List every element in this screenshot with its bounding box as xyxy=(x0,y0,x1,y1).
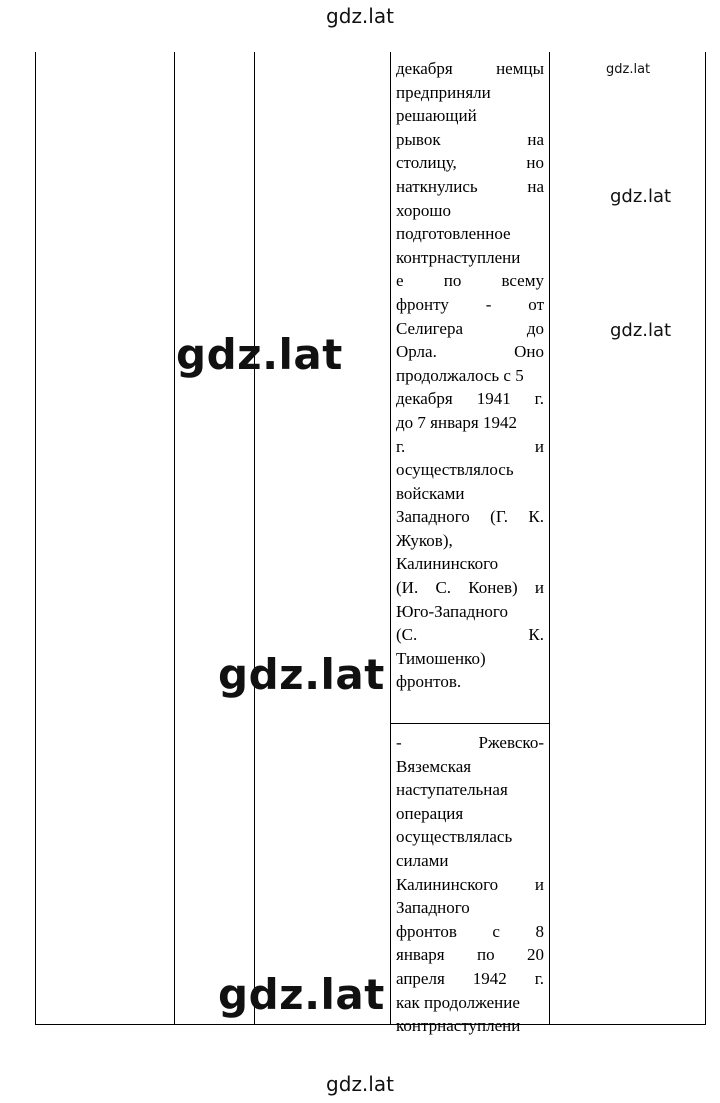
text-line: подготовленное xyxy=(396,224,511,244)
table-border-left xyxy=(35,52,36,1024)
watermark-small: gdz.lat xyxy=(610,320,672,341)
text-line: (И. С. Конев) и xyxy=(396,578,544,598)
table-column-divider xyxy=(390,52,391,1024)
text-line: столицу, но xyxy=(396,153,544,173)
table-border-right xyxy=(705,52,706,1024)
text-line: Селигера до xyxy=(396,318,544,338)
table-column-divider xyxy=(549,52,550,1024)
table-cell-paragraph-2 xyxy=(396,731,544,1038)
watermark-large: gdz.lat xyxy=(218,650,385,699)
text-line: операция xyxy=(396,803,464,823)
watermark-top: gdz.lat xyxy=(326,4,394,28)
text-line: января по 20 xyxy=(396,945,544,965)
watermark-small: gdz.lat xyxy=(606,62,651,77)
text-line: - Ржевско- xyxy=(396,733,544,752)
text-line: хорошо xyxy=(396,200,451,220)
text-line: Западного (Г. К. xyxy=(396,507,544,527)
text-line: г. и xyxy=(396,436,544,456)
text-line: силами xyxy=(396,850,449,870)
text-line: декабря 1941 г. xyxy=(396,389,544,409)
watermark-large: gdz.lat xyxy=(218,970,385,1019)
text-line: декабря немцы xyxy=(396,59,544,78)
text-line: Западного xyxy=(396,898,470,918)
watermark-large: gdz.lat xyxy=(176,330,343,379)
text-line: наступательная xyxy=(396,780,508,800)
text-line: фронтов с 8 xyxy=(396,921,544,941)
text-line: войсками xyxy=(396,483,465,503)
text-line: решающий xyxy=(396,106,477,126)
text-line: Калининского xyxy=(396,554,499,574)
table-column-divider xyxy=(174,52,175,1024)
text-line: Юго-Западного xyxy=(396,601,508,621)
table-column-divider xyxy=(254,52,255,1024)
watermark-bottom: gdz.lat xyxy=(326,1072,394,1096)
text-line: осуществлялась xyxy=(396,827,513,847)
text-line: Жуков), xyxy=(396,530,453,550)
text-line: Вяземская xyxy=(396,756,472,776)
text-line: апреля 1942 г. xyxy=(396,968,544,988)
cell-paragraph-separator xyxy=(390,723,550,724)
text-line: Орла. Оно xyxy=(396,342,544,362)
text-line: контрнаступлени xyxy=(396,1016,521,1036)
text-line: Тимошенко) xyxy=(396,648,486,668)
text-line: (С. К. xyxy=(396,625,544,645)
text-line: как продолжение xyxy=(396,992,520,1012)
text-line: фронту - от xyxy=(396,294,544,314)
text-line: е по всему xyxy=(396,271,544,291)
text-line: продолжалось с 5 xyxy=(396,365,524,385)
text-line: предприняли xyxy=(396,82,491,102)
text-line: наткнулись на xyxy=(396,176,544,196)
text-line: рывок на xyxy=(396,129,544,149)
text-line: фронтов. xyxy=(396,672,462,692)
table-cell-paragraph-1 xyxy=(396,57,544,694)
text-line: осуществлялось xyxy=(396,460,514,480)
text-line: контрнаступлени xyxy=(396,247,521,267)
text-line: до 7 января 1942 xyxy=(396,412,517,432)
table-border-bottom xyxy=(35,1024,706,1025)
watermark-small: gdz.lat xyxy=(610,186,672,207)
text-line: Калининского и xyxy=(396,874,544,894)
